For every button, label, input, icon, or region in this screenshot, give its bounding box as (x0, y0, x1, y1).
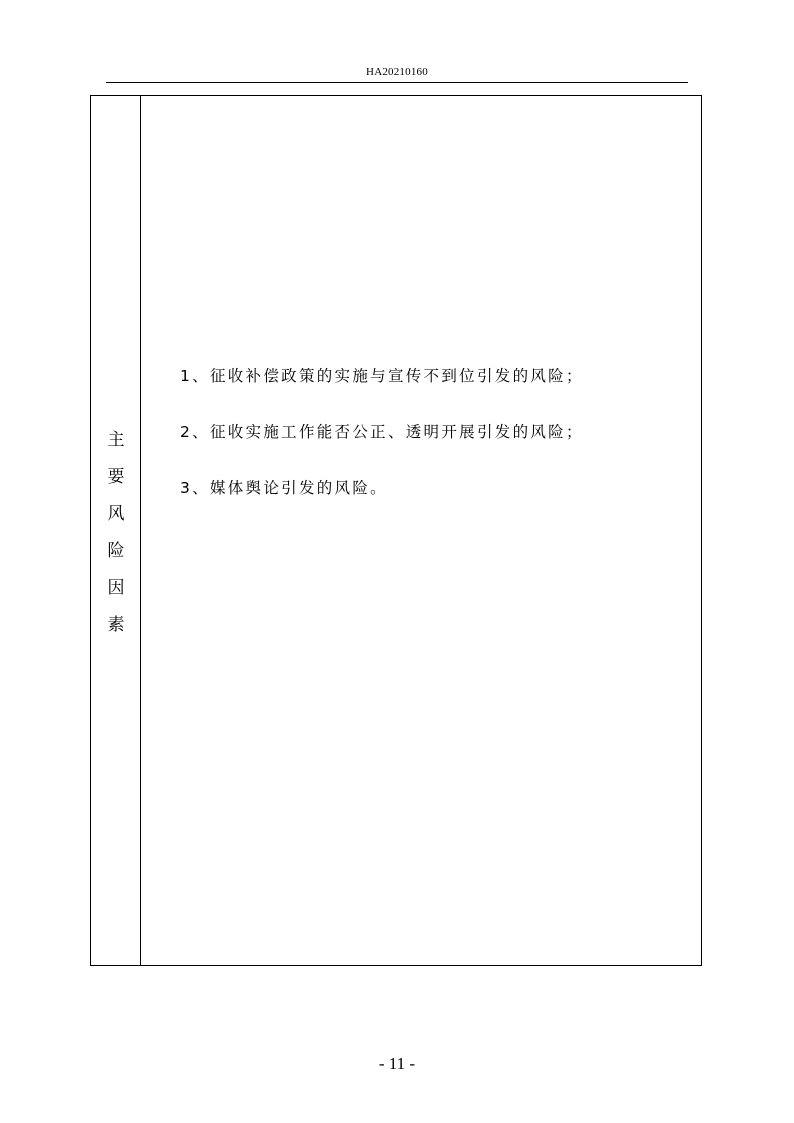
label-char: 险 (107, 541, 125, 561)
header-rule (106, 82, 688, 83)
risk-list (180, 366, 584, 534)
risk-factor-table (90, 95, 702, 966)
label-char: 风 (107, 504, 125, 524)
document-code: HA20210160 (366, 66, 428, 78)
label-char: 要 (107, 467, 125, 487)
page-number: - 11 - (378, 1054, 416, 1073)
risk-item: 3、媒体舆论引发的风险。 (180, 479, 388, 497)
label-char: 主 (107, 430, 125, 450)
risk-content-cell (141, 96, 701, 965)
row-label-main-risk-factors (91, 426, 141, 648)
label-char: 因 (107, 578, 125, 598)
row-label-cell (91, 96, 141, 965)
risk-item: 2、征收实施工作能否公正、透明开展引发的风险； (180, 423, 584, 441)
risk-item: 1、征收补偿政策的实施与宣传不到位引发的风险； (180, 367, 584, 385)
label-char: 素 (107, 615, 125, 635)
